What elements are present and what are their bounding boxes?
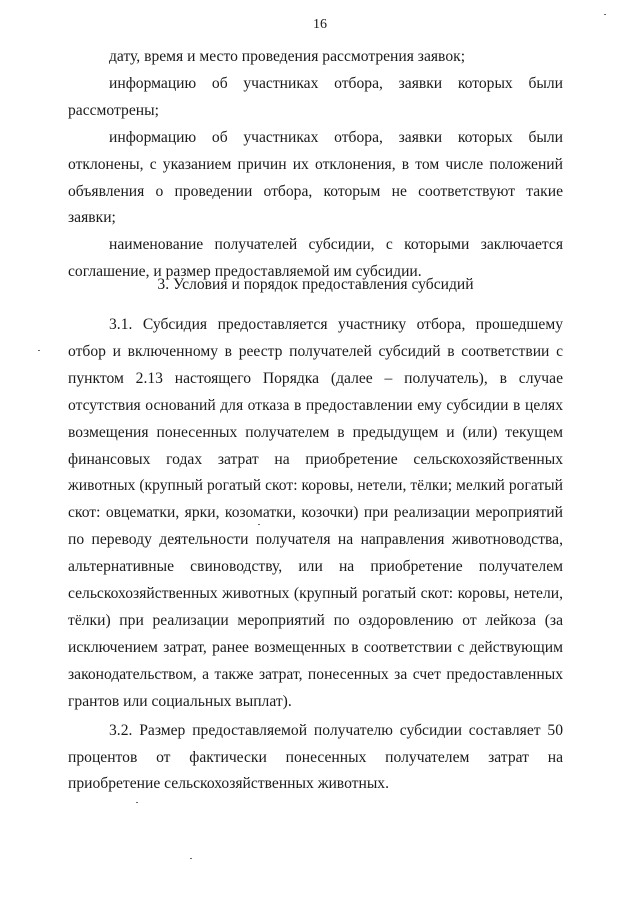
page-number: 16 (313, 17, 327, 32)
paragraph-3-2: 3.2. Размер предоставляемой получателю субсидии составляет 50 процентов от фактически понесенных получателем затрат на приобретение сельскохозяйственных животных. (68, 721, 563, 793)
top-paragraphs (68, 44, 563, 286)
paragraph-review-date: дату, время и место проведения рассмотрения заявок; (109, 48, 466, 65)
scan-speck (604, 14, 606, 15)
scan-speck (190, 858, 192, 859)
scan-speck (258, 524, 260, 525)
section-heading: 3. Условия и порядок предоставления субсидий (157, 276, 474, 293)
scan-speck (38, 350, 40, 351)
scan-speck (136, 802, 138, 803)
section-heading-block (68, 272, 563, 299)
paragraph-3-1: 3.1. Субсидия предоставляется участнику отбора, прошедшему отбор и включенному в реестр получателей субсидий в соответствии с пунктом 2.13 настоящего Порядка (далее – получатель), в случае отсутствия оснований для отказа в предоставлении ему субсидии в целях возмещения понесенных получателем в предыдущем и (или) текущем финансовых годах затрат на приобретение сельскохозяйственных животных (крупный рогатый скот: коровы, нетели, тёлки; мелкий рогатый скот: овцематки, ярки, козоматки, козочки) при реализации мероприятий по переводу деятельности получателя на направления животноводства, альтернативные свиноводству, или на приобретение получателем сельскохозяйственных животных (крупный рогатый скот: коровы, нетели, тёлки) при реализации мероприятий по оздоровлению от лейкоза (за исключением затрат, ранее возмещенных в соответствии с действующим законодательством, а также затрат, понесенных за счет предоставленных грантов или социальных выплат). (68, 316, 563, 710)
paragraph-reviewed-participants: информацию об участниках отбора, заявки которых были рассмотрены; (68, 74, 563, 119)
section-paragraphs (68, 312, 563, 798)
paragraph-recipients: наименование получателей субсидии, с которыми заключается соглашение, и размер предоставляемой им субсидии. (68, 236, 563, 281)
paragraph-rejected-participants: информацию об участниках отбора, заявки которых были отклонены, с указанием причин их отклонения, в том числе положений объявления о проведении отбора, которым не соответствуют такие заявки; (68, 128, 563, 227)
